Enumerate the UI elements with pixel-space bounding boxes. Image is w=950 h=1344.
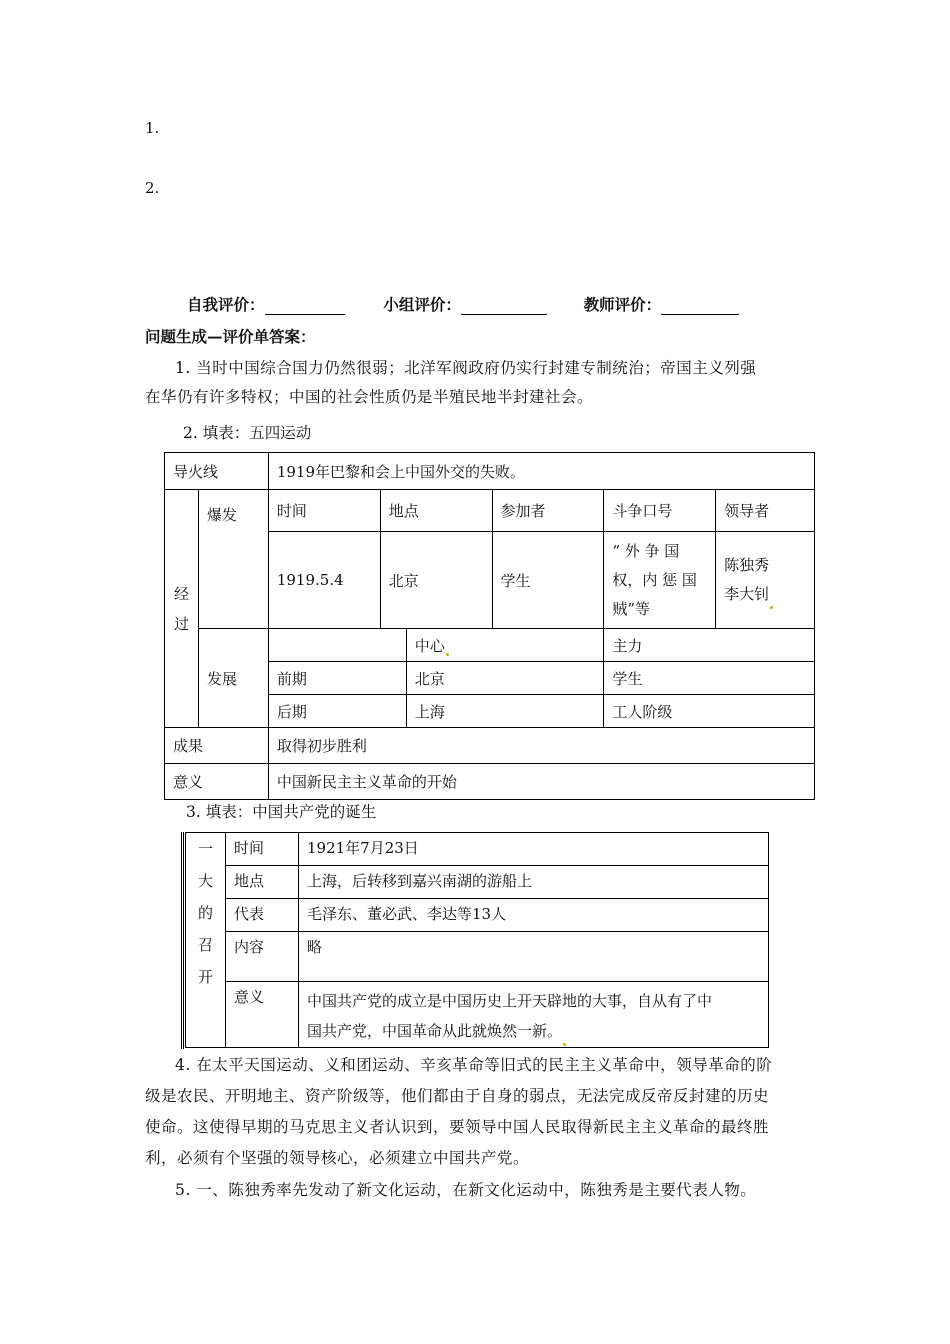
develop-header-blank <box>268 629 406 662</box>
outbreak-slogan: “ 外 争 国 权，内 惩 国 贼”等 <box>604 532 716 629</box>
result-label: 成果 <box>165 728 269 764</box>
teacher-eval-blank <box>661 298 739 315</box>
meaning-value: 中国新民主主义革命的开始 <box>268 764 814 800</box>
answer-5: 5. 一、陈独秀率先发动了新文化运动，在新文化运动中，陈独秀是主要代表人物。 <box>175 1181 757 1199</box>
develop-early-center: 北京 <box>406 662 604 695</box>
answer-1-line2: 在华仍有许多特权；中国的社会性质仍是半殖民地半封建社会。 <box>145 388 594 406</box>
table2-double-border <box>181 832 184 1049</box>
question-3-title: 3. 填表：中国共产党的诞生 <box>186 803 377 821</box>
may-fourth-table <box>164 452 815 800</box>
self-eval-blank <box>265 298 345 315</box>
header-time: 时间 <box>268 490 380 532</box>
develop-label: 发展 <box>198 629 268 728</box>
cpc-founding-table <box>185 832 769 1048</box>
develop-late-label: 后期 <box>268 695 406 728</box>
evaluation-line <box>187 295 739 315</box>
row-content-value: 略 <box>299 932 769 982</box>
row-rep-value: 毛泽东、董必武、李达等13人 <box>299 899 769 932</box>
develop-early-label: 前期 <box>268 662 406 695</box>
outbreak-label: 爆发 <box>198 490 268 629</box>
header-slogan: 斗争口号 <box>604 490 716 532</box>
meaning-label: 意义 <box>165 764 269 800</box>
row-place-label: 地点 <box>226 866 299 899</box>
outbreak-participants: 学生 <box>492 532 604 629</box>
group-eval-blank <box>461 298 547 315</box>
header-place: 地点 <box>380 490 492 532</box>
result-value: 取得初步胜利 <box>268 728 814 764</box>
fuse-value: 1919年巴黎和会上中国外交的失败。 <box>268 453 814 490</box>
develop-late-center: 上海 <box>406 695 604 728</box>
answer-1-line1: 1. 当时中国综合国力仍然很弱；北洋军阀政府仍实行封建专制统治；帝国主义列强 <box>175 359 757 377</box>
develop-header-center: 中心 <box>406 629 604 662</box>
answer-1 <box>145 354 810 412</box>
develop-early-main: 学生 <box>604 662 815 695</box>
process-label: 经过 <box>165 490 199 728</box>
answer-4-line2: 级是农民、开明地主、资产阶级等，他们都由于自身的弱点，无法完成反帝反封建的历史 <box>145 1087 770 1105</box>
header-leader: 领导者 <box>716 490 815 532</box>
answer-4-line3: 使命。这使得早期的马克思主义者认识到，要领导中国人民取得新民主主义革命的最终胜 <box>145 1118 770 1136</box>
row-time-label: 时间 <box>226 833 299 866</box>
answer-4-line1: 4. 在太平天国运动、义和团运动、辛亥革命等旧式的民主主义革命中，领导革命的阶 <box>175 1056 773 1074</box>
self-eval-label: 自我评价： <box>187 295 265 314</box>
answer-title: 问题生成—评价单答案： <box>145 327 316 346</box>
row-time-value: 1921年7月23日 <box>299 833 769 866</box>
answer-4-line4: 利，必须有个坚强的领导核心，必须建立中国共产党。 <box>145 1149 530 1167</box>
item-1: 1. <box>145 119 160 137</box>
outbreak-time: 1919.5.4 <box>268 532 380 629</box>
outbreak-leader: 陈独秀 李大钊 <box>716 532 815 629</box>
develop-late-main: 工人阶级 <box>604 695 815 728</box>
item-2: 2. <box>145 179 160 197</box>
side-label: 一 大 的 召 开 <box>186 833 226 1048</box>
outbreak-place: 北京 <box>380 532 492 629</box>
row-rep-label: 代表 <box>226 899 299 932</box>
question-2-title: 2. 填表：五四运动 <box>183 424 312 442</box>
fuse-label: 导火线 <box>165 453 269 490</box>
row-place-value: 上海，后转移到嘉兴南湖的游船上 <box>299 866 769 899</box>
header-participants: 参加者 <box>492 490 604 532</box>
row-meaning-label: 意义 <box>226 982 299 1048</box>
group-eval-label: 小组评价： <box>383 295 461 314</box>
row-meaning-value: 中国共产党的成立是中国历史上开天辟地的大事，自从有了中 国共产党，中国革命从此就焕然一新。 <box>299 982 769 1048</box>
teacher-eval-label: 教师评价： <box>583 295 662 314</box>
row-content-label: 内容 <box>226 932 299 982</box>
develop-header-main: 主力 <box>604 629 815 662</box>
answer-4 <box>145 1050 810 1174</box>
